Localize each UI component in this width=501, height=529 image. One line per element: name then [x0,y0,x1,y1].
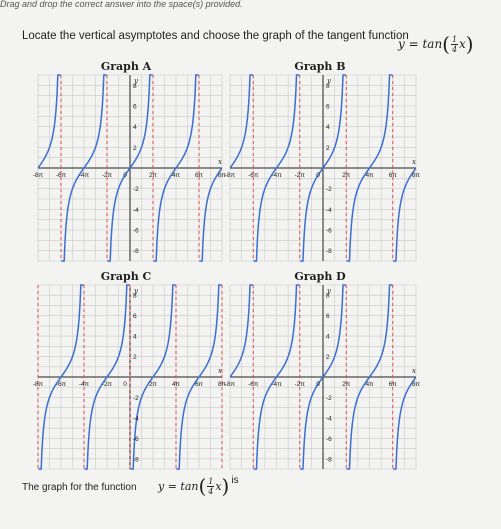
x-tick-label: -8π [224,381,236,388]
answer-right-paren: ) [221,474,230,498]
graph-b-title: Graph B [294,60,346,73]
equation-variable: x [458,37,466,51]
x-axis-label: x [218,367,222,375]
y-tick-label: 4 [133,333,137,341]
y-tick-label: 6 [326,313,330,321]
y-tick-label: 8 [133,292,137,300]
y-tick-label: 4 [133,124,137,132]
x-tick-label: 4π [171,381,181,388]
x-tick-label: 6π [194,172,204,179]
x-tick-label: 6π [194,381,204,388]
answer-equation [158,476,239,496]
y-tick-label: 4 [326,124,330,132]
x-tick-label: -4π [271,172,282,179]
x-tick-label: -6π [55,172,67,179]
y-tick-label: -4 [133,206,139,214]
x-tick-label: 6π [388,381,397,388]
graph-b[interactable] [224,73,421,263]
y-tick-label: 2 [326,354,330,362]
x-tick-label: 2π [148,172,158,179]
x-tick-label: -6π [55,381,67,388]
graph-c[interactable] [32,283,227,471]
y-tick-label: -8 [326,456,332,464]
y-tick-label: 2 [133,354,137,362]
x-tick-label: 4π [365,172,374,179]
x-tick-label: 6π [388,172,397,179]
y-tick-label: 8 [326,292,330,300]
y-tick-label: 8 [326,82,330,90]
y-tick-label: 6 [326,103,330,111]
x-tick-label: 0 [123,172,127,179]
y-tick-label: -4 [326,206,332,214]
y-tick-label: -6 [326,227,332,235]
x-tick-label: 8π [411,381,421,388]
x-tick-label: 2π [342,172,351,179]
y-tick-label: 2 [133,144,137,152]
y-tick-label: -8 [326,248,332,256]
y-tick-label: -2 [326,394,332,402]
equation-lhs: y = tan [398,37,443,51]
x-tick-label: -8π [32,381,44,388]
fraction-denominator: 4 [451,44,458,54]
y-axis-label: y [327,77,331,85]
y-tick-label: 8 [133,82,137,90]
graph-d[interactable] [224,283,421,471]
x-tick-label: -2π [294,172,305,179]
x-tick-label: 2π [342,381,351,388]
y-axis-label: y [134,77,138,85]
x-tick-label: 0 [123,381,127,388]
fraction [451,35,458,54]
x-tick-label: -8π [32,172,44,179]
y-tick-label: -8 [133,456,139,464]
answer-fraction-denominator: 4 [208,486,214,496]
x-axis-label: x [218,158,222,166]
y-tick-label: 2 [326,144,330,152]
answer-equation-lhs: y = tan [158,479,199,493]
right-paren: ) [465,32,474,56]
left-paren: ( [442,32,450,56]
y-tick-label: -4 [133,415,139,423]
x-tick-label: -4π [78,381,90,388]
y-tick-label: -8 [133,248,139,256]
x-tick-label: 0 [316,381,320,388]
x-tick-label: 4π [365,381,374,388]
question-prompt: Locate the vertical asymptotes and choose the graph of the tangent function [22,30,409,42]
x-tick-label: 2π [148,381,158,388]
y-tick-label: -6 [133,435,139,443]
x-tick-label: -2π [101,172,113,179]
answer-fraction-numerator: 1 [208,476,214,486]
y-tick-label: 6 [133,313,137,321]
x-tick-label: -6π [248,172,259,179]
x-tick-label: -8π [224,172,236,179]
y-tick-label: -6 [326,435,332,443]
answer-sentence [22,482,137,493]
y-tick-label: -4 [326,415,332,423]
x-tick-label: -6π [248,381,259,388]
y-tick-label: 6 [133,103,137,111]
x-axis-label: x [412,158,416,166]
graph-a[interactable] [32,73,227,263]
x-tick-label: -2π [101,381,113,388]
y-tick-label: -2 [326,186,332,194]
answer-left-paren: ( [198,474,207,498]
y-tick-label: 4 [326,333,330,341]
y-tick-label: -6 [133,227,139,235]
x-tick-label: -4π [78,172,90,179]
instruction-header: Drag and drop the correct answer into the space(s) provided. [0,0,243,9]
x-tick-label: 4π [171,172,181,179]
x-tick-label: 8π [411,172,421,179]
x-tick-label: -2π [294,381,305,388]
answer-prefix: The graph for the function [22,482,137,493]
y-tick-label: -2 [133,394,139,402]
answer-suffix: is [231,474,239,486]
y-axis-label: y [327,287,331,295]
x-tick-label: 0 [316,172,320,179]
fraction-numerator: 1 [451,34,458,44]
answer-fraction [207,477,214,496]
graph-a-title: Graph A [100,60,152,73]
graph-c-title: Graph C [100,270,152,283]
x-tick-label: 8π [217,172,227,179]
x-tick-label: 8π [217,381,227,388]
answer-equation-variable: x [215,479,222,493]
graph-d-title: Graph D [294,270,346,283]
y-tick-label: -2 [133,186,139,194]
y-axis-label: y [134,287,138,295]
question-equation [398,34,474,54]
x-tick-label: -4π [271,381,282,388]
x-axis-label: x [412,367,416,375]
